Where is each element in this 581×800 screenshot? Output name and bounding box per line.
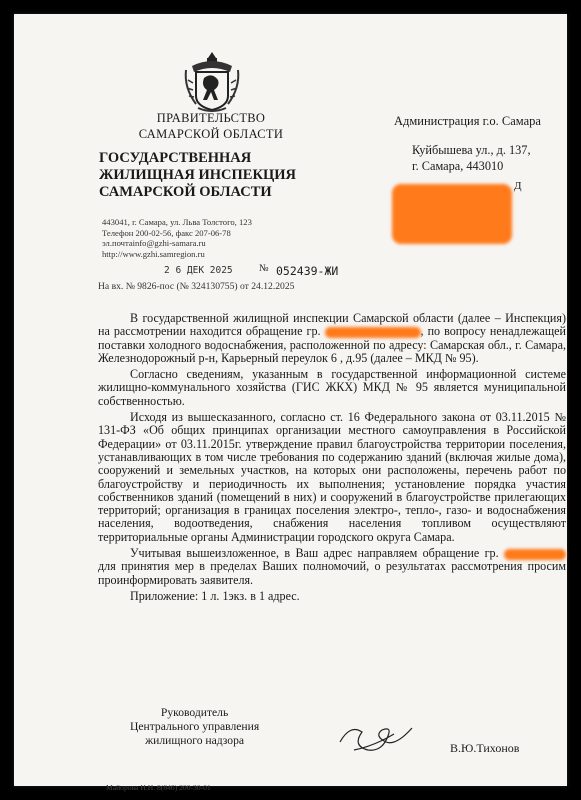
coat-of-arms-emblem [182,50,242,114]
signatory-name: В.Ю.Тихонов [450,741,520,755]
recipient-city: г. Самара, 443010 [412,158,504,173]
sender-address: 443041, г. Самара, ул. Льва Толстого, 123 [102,217,252,227]
signatory-title-line-3: жилищного надзора [145,734,245,747]
paragraph-5: Приложение: 1 л. 1экз. в 1 адрес. [130,588,300,603]
incoming-reference: На вх. № 9826-пос (№ 324130755) от 24.12.2025 [98,281,295,292]
signatory-title [130,706,259,748]
paragraph-3: Исходя из вышесказанного, согласно ст. 16 Федерального закона от 03.11.2015 № 131-ФЗ «Об общих принципах организации местного самоуправления в Российской Федерации» от 03.11.2015г. утверждение правил благоустройства территории поселения, устанавливающих в том числе требования по содержанию зданий (включая жилые дома), сооружений и земельных участков, на которых они расположены, перечень работ по благоустройству и периодичность их выполнения; установление порядка участия собственников зданий (помещений в них) и сооружений в благоустройстве прилегающих территорий; организация в границах поселения электро-, тепло-, газо- и водоснабжения населения, водоотведения, снабжения населения топливом осуществляют территориальные органы Администрации городского округа Самара. [98,410,566,544]
signatory-title-line-2: Центрального управления [130,720,260,733]
inspection-line-2: ЖИЛИЩНАЯ ИНСПЕКЦИЯ [99,167,296,183]
government-name [129,110,293,142]
inspection-line-1: ГОСУДАРСТВЕННАЯ [99,150,252,166]
letter-body [98,312,566,606]
inspection-name [99,150,296,201]
sender-contacts [102,217,252,259]
number-label: № [259,263,269,274]
paragraph-4: Учитывая вышеизложенное, в Ваш адрес направляем обращение гр. для принятия мер в пределах Ваших полномочий, о результатах рассмотрения просим проинформировать заявителя. [98,546,566,587]
recipient-street: Куйбышева ул., д. 137, [412,143,531,157]
sender-website: http://www.gzhi.samregion.ru [102,248,205,259]
government-line-2: САМАРСКОЙ ОБЛАСТИ [138,127,284,141]
redaction-applicant-name-2 [504,549,566,560]
recipient-address [412,143,531,174]
recipient-hidden-suffix: Д [514,180,522,192]
inspection-line-3: САМАРСКОЙ ОБЛАСТИ [99,184,272,200]
paragraph-1: В государственной жилищной инспекции Самарской области (далее – Инспекция) на рассмотрении находится обращение гр. , по вопросу ненадлежащей поставки холодного водоснабжения, расположенной по адресу: Самарская обл., г. Самара, Железнодорожный р-н, Карьерный переулок 6 , д.95 (далее – МКД № 95). [98,311,566,365]
letter-page [14,14,567,792]
handwritten-signature [336,712,422,756]
redaction-applicant-name [325,327,421,338]
sender-email: эл.почтаinfo@gzhi-samara.ru [102,238,206,248]
sender-phone: Телефон 200-02-56, факс 207-06-78 [102,227,231,238]
recipient-name: Администрация г.о. Самара [394,114,541,128]
government-line-1: ПРАВИТЕЛЬСТВО [156,111,266,125]
paragraph-2: Согласно сведениям, указанным в государственной информационной системе жилищно-коммунального хозяйства (ГИС ЖКХ) МКД № 95 является муниципальной собственностью. [98,367,566,408]
redaction-recipient-person [392,184,512,244]
registration-number: 052439-ЖИ [276,264,339,278]
date-stamp: 2 6 ДЕК 2025 [164,265,233,276]
executor-contact: Майорова Н.Н. 8(846) 200-30-01 [106,783,211,792]
signatory-title-line-1: Руководитель [160,706,229,719]
